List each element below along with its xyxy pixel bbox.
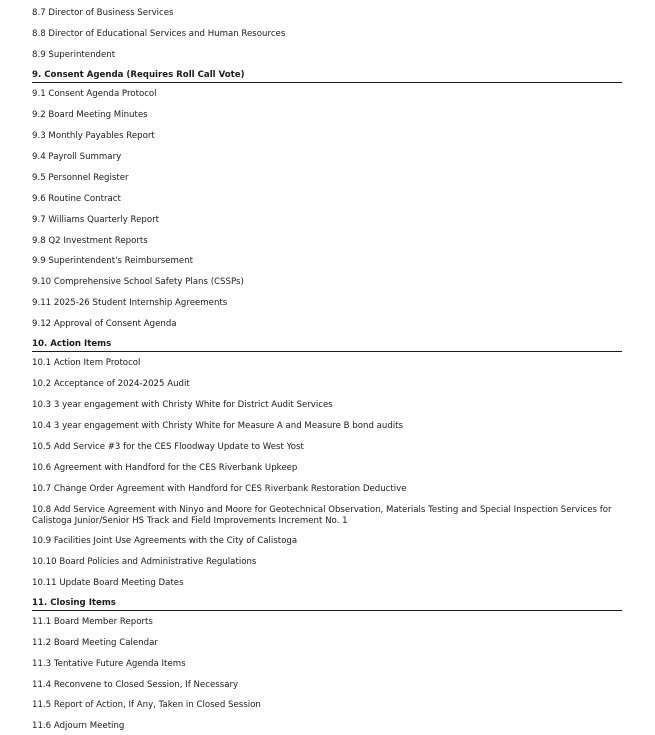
agenda-item-11-4: 11.4 Reconvene to Closed Session, If Necessary bbox=[32, 680, 239, 690]
agenda-item-10-6: 10.6 Agreement with Handford for the CES Riverbank Upkeep bbox=[32, 463, 298, 473]
agenda-item-9-2: 9.2 Board Meeting Minutes bbox=[32, 110, 148, 120]
agenda-item-10-8: 10.8 Add Service Agreement with Ninyo and Moore for Geotechnical Observation, Materials Testing and Special Inspection Services for Calistoga Junior/Senior HS Track and Field Improvements Increment No. 1 bbox=[32, 505, 612, 526]
agenda-item-10-3: 10.3 3 year engagement with Christy White for District Audit Services bbox=[32, 400, 333, 410]
agenda-item-9-7: 9.7 Williams Quarterly Report bbox=[32, 215, 159, 225]
agenda-item-11-1: 11.1 Board Member Reports bbox=[32, 617, 153, 627]
section-heading-action-items: 10. Action Items bbox=[32, 339, 622, 352]
agenda-item-9-8: 9.8 Q2 Investment Reports bbox=[32, 236, 148, 246]
agenda-item-9-4: 9.4 Payroll Summary bbox=[32, 152, 122, 162]
agenda-item-9-11: 9.11 2025-26 Student Internship Agreements bbox=[32, 298, 228, 308]
agenda-item-10-2: 10.2 Acceptance of 2024-2025 Audit bbox=[32, 379, 190, 389]
agenda-item-9-9: 9.9 Superintendent's Reimbursement bbox=[32, 256, 193, 266]
agenda-item-11-5: 11.5 Report of Action, If Any, Taken in Closed Session bbox=[32, 700, 261, 710]
section-heading-closing-items: 11. Closing Items bbox=[32, 598, 622, 611]
agenda-item-10-1: 10.1 Action Item Protocol bbox=[32, 358, 141, 368]
agenda-item-9-10: 9.10 Comprehensive School Safety Plans (CSSPs) bbox=[32, 277, 244, 287]
agenda-item-10-11: 10.11 Update Board Meeting Dates bbox=[32, 578, 184, 588]
agenda-item-9-5: 9.5 Personnel Register bbox=[32, 173, 129, 183]
agenda-item-10-10: 10.10 Board Policies and Administrative Regulations bbox=[32, 557, 257, 567]
agenda-item-11-6: 11.6 Adjourn Meeting bbox=[32, 721, 125, 731]
agenda-item-9-12: 9.12 Approval of Consent Agenda bbox=[32, 319, 177, 329]
agenda-item-9-1: 9.1 Consent Agenda Protocol bbox=[32, 89, 157, 99]
agenda-item-10-9: 10.9 Facilities Joint Use Agreements with the City of Calistoga bbox=[32, 536, 298, 546]
agenda-item-8-7: 8.7 Director of Business Services bbox=[32, 8, 174, 18]
agenda-item-8-8: 8.8 Director of Educational Services and Human Resources bbox=[32, 29, 286, 39]
agenda-item-10-4: 10.4 3 year engagement with Christy White for Measure A and Measure B bond audits bbox=[32, 421, 404, 431]
agenda-item-9-6: 9.6 Routine Contract bbox=[32, 194, 121, 204]
agenda-item-10-7: 10.7 Change Order Agreement with Handford for CES Riverbank Restoration Deductive bbox=[32, 484, 407, 494]
agenda-item-11-2: 11.2 Board Meeting Calendar bbox=[32, 638, 158, 648]
agenda-item-11-3: 11.3 Tentative Future Agenda Items bbox=[32, 659, 186, 669]
section-heading-consent-agenda: 9. Consent Agenda (Requires Roll Call Vote) bbox=[32, 70, 622, 83]
agenda-item-10-5: 10.5 Add Service #3 for the CES Floodway Update to West Yost bbox=[32, 442, 304, 452]
agenda-item-8-9: 8.9 Superintendent bbox=[32, 50, 116, 60]
agenda-item-9-3: 9.3 Monthly Payables Report bbox=[32, 131, 155, 141]
